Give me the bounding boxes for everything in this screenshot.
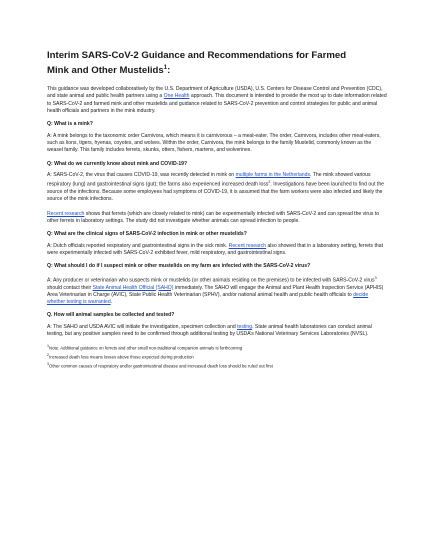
answer-2-research: Recent research shows that ferrets (which are closely related to mink) can be experimentally infected with SARS-CoV-2 and can spread the virus to other ferrets in laboratory settings. The study did not investigate whether animals can spread infection to people. [47,210,380,225]
question-1: Q: What is a mink? [47,121,93,128]
question-4: Q: What should I do if I suspect mink or other mustelids on my farm are infected with the SARS-CoV-2 virus? [47,263,311,270]
saho-link[interactable]: State Animal Health Official (SAHO) [92,284,174,291]
footnote-3: $^3$Other common causes of respiratory and/or gastrointestinal disease and increased death loss should be ruled out first [47,361,273,368]
question-3: Q: What are the clinical signs of SARS-CoV-2 infection in mink or other mustelids? [47,231,247,238]
answer-2: A: SARS-CoV-2, the virus that causes COVID-19, was recently detected in mink on multiple farms in the Netherlands. The mink showed various respiratory (lung) and gastrointestinal signs (gut); the farms also experienced increased death loss$^2$. Investigations have been launched to find out the source of the infections. Because some employees had symptoms of COVID-19, it is assumed that the farm workers were also infected and likely the source of the mink infections. [47,171,384,203]
title-colon: : [167,65,171,77]
netherlands-farms-link[interactable]: multiple farms in the Netherlands [235,171,311,178]
answer-3: A: Dutch officials reported respiratory and gastrointestinal signs in the sick mink. Recent research also showed that in a laboratory setting, ferrets that were experimentally infected with SARS-CoV-2 exhibited fever, mild respiratory, and gastrointestinal signs. [47,242,383,256]
recent-research-link-2[interactable]: Recent research [228,242,267,249]
testing-warranted-link[interactable]: decide whether testing is warranted [47,291,369,306]
footnotes [47,343,387,369]
testing-link[interactable]: testing [237,323,253,330]
title-line-2: Mink and Other Mustelids [47,65,164,77]
answer-5: A: The SAHO and USDA AVIC will initiate the investigation, specimen collection and testing. State animal health laboratories can conduct animal testing, but any positive samples need to be confirmed through additional testing by USDA’s National Veterinary Services Laboratories (NVSL). [47,323,372,337]
footnote-mark-3: 3 [374,275,377,280]
answer-1: A: A mink belongs to the taxonomic order Carnivora, which means it is carnivorous – a meat-eater. The order, Carnivora, includes other meat-eaters, such as lions, tigers, hyenas, coyotes, and wolves. Within the order, Carnivora, the mink belongs to the family Mustelid, commonly known as the weasel family. This family includes ferrets, skunks, otters, fishers, martens, and wolverines. [47,132,381,154]
intro-paragraph: This guidance was developed collaboratively by the U.S. Department of Agriculture (USDA), U.S. Centers for Disease Control and Prevention (CDC), and state animal and public health partners using a One Health approach. This document is intended to provide the most up to date information related to SARS-CoV-2 and farmed mink and other mustelids and guidance related to SARS-CoV-2 prevention and control strategies for public and animal health officials and partners in the mink industry. [47,86,387,115]
footnote-mark-2: 2 [268,180,271,185]
recent-research-link-1[interactable]: Recent research [47,210,85,217]
footnote-2: $^2$Increased death loss means losses above those expected during production [47,352,194,360]
question-5: Q. How will animal samples be collected and tested? [47,312,175,319]
footnote-1: $^1$Note: Additional guidance on ferrets and other small non-traditional companion animals is forthcoming [47,344,243,351]
title-line-1: Interim SARS-CoV-2 Guidance and Recommendations for Farmed [47,50,347,61]
title-footnote-mark: 1 [163,65,168,71]
question-2: Q: What do we currently know about mink and COVID-19? [47,160,188,167]
answer-4: A: Any producer or veterinarian who suspects mink or mustelids (or other animals residing on the premises) to be infected with SARS-CoV-2 virus$^3$ should contact their State Animal Health Official (SAHO) immediately. The SAHO will engage the Animal and Plant Health Inspection Service (APHIS) Area Veterinarian in Charge (AVIC), State Public Health Veterinarian (SPHV), and/or national animal health and public health officials to decide whether testing is warranted. [47,275,384,306]
document-title [47,50,387,77]
one-health-link[interactable]: One Health [163,93,190,100]
